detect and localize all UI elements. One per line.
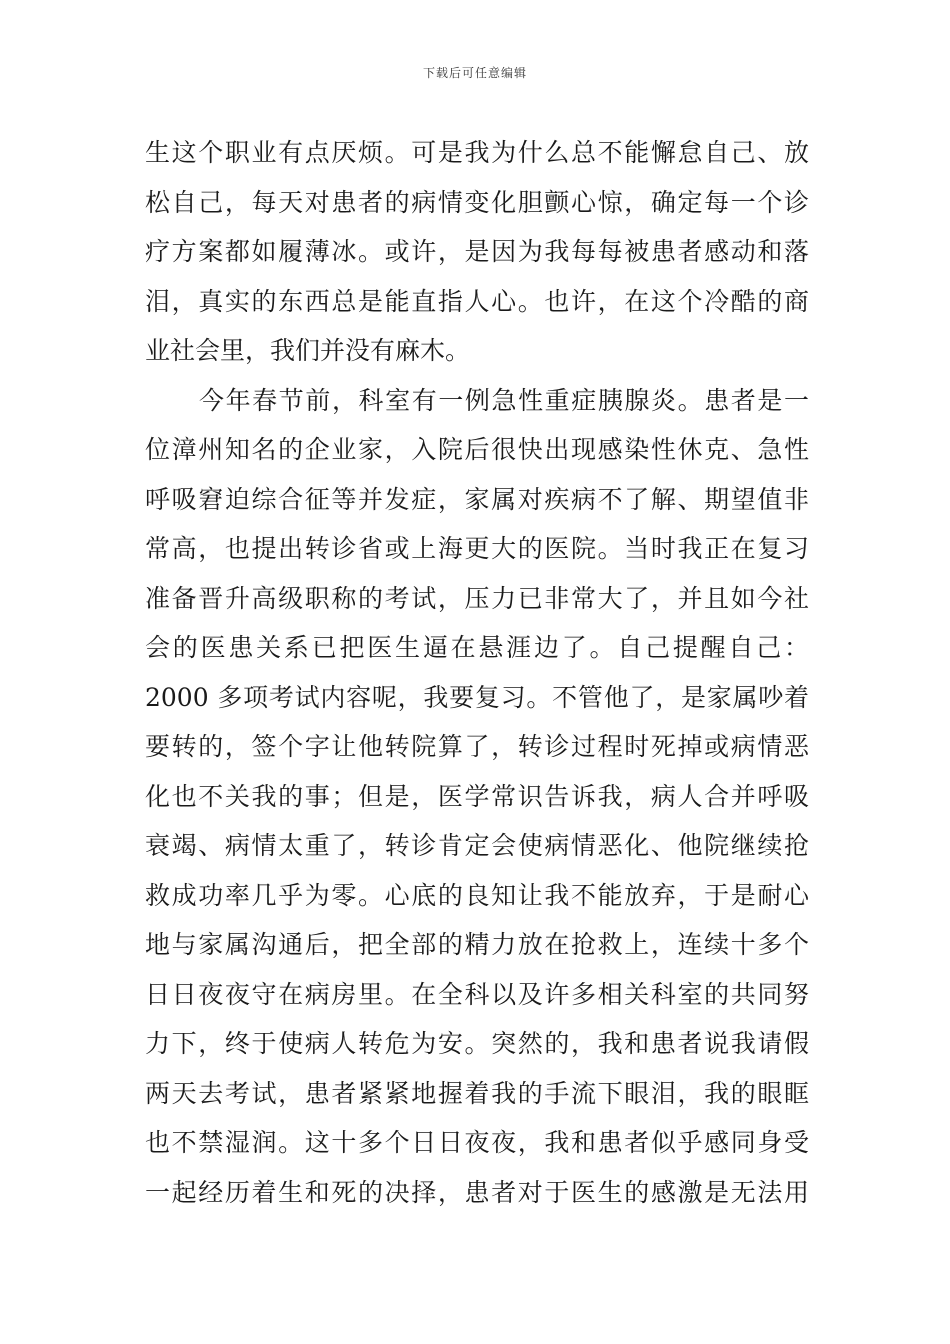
paragraph-line: 衰竭、病情太重了，转诊肯定会使病情恶化、他院继续抢	[145, 831, 809, 860]
paragraph-line: 生这个职业有点厌烦。可是我为什么总不能懈怠自己、放	[145, 138, 809, 167]
paragraph-line: 2000 多项考试内容呢，我要复习。不管他了，是家属吵着	[145, 682, 809, 712]
paragraph-line: 今年春节前，科室有一例急性重症胰腺炎。患者是一	[199, 385, 809, 415]
paragraph-line: 要转的，签个字让他转院算了，转诊过程时死掉或病情恶	[145, 732, 809, 761]
paragraph-line: 两天去考试，患者紧紧地握着我的手流下眼泪，我的眼眶	[145, 1078, 809, 1108]
paragraph-line: 会的医患关系已把医生逼在悬涯边了。自己提醒自己：	[145, 633, 809, 662]
page-header: 下载后可任意编辑	[422, 66, 527, 80]
paragraph-line: 力下，终于使病人转危为安。突然的，我和患者说我请假	[145, 1029, 809, 1058]
paragraph-line: 位漳州知名的企业家，入院后很快出现感染性休克、急性	[145, 435, 809, 464]
paragraph-line: 一起经历着生和死的决择，患者对于医生的感激是无法用	[145, 1177, 809, 1207]
paragraph-line: 救成功率几乎为零。心底的良知让我不能放弃，于是耐心	[145, 880, 809, 910]
paragraph-line: 呼吸窘迫综合征等并发症，家属对疾病不了解、期望值非	[145, 484, 809, 514]
paragraph-line: 化也不关我的事；但是，医学常识告诉我，病人合并呼吸	[145, 781, 809, 811]
paragraph-line: 日日夜夜守在病房里。在全科以及许多相关科室的共同努	[145, 979, 809, 1009]
paragraph-line: 也不禁湿润。这十多个日日夜夜，我和患者似乎感同身受	[145, 1128, 809, 1157]
paragraph-line: 松自己，每天对患者的病情变化胆颤心惊，确定每一个诊	[145, 187, 809, 217]
paragraph-line: 准备晋升高级职称的考试，压力已非常大了，并且如今社	[145, 583, 809, 613]
paragraph-line: 泪，真实的东西总是能直指人心。也许，在这个冷酷的商	[145, 286, 809, 316]
paragraph-line: 常高，也提出转诊省或上海更大的医院。当时我正在复习	[145, 534, 809, 563]
paragraph-line: 地与家属沟通后，把全部的精力放在抢救上，连续十多个	[145, 930, 809, 959]
body-text	[145, 128, 809, 1217]
paragraph-line: 业社会里，我们并没有麻木。	[145, 336, 471, 365]
paragraph-line: 疗方案都如履薄冰。或许，是因为我每每被患者感动和落	[145, 237, 809, 266]
